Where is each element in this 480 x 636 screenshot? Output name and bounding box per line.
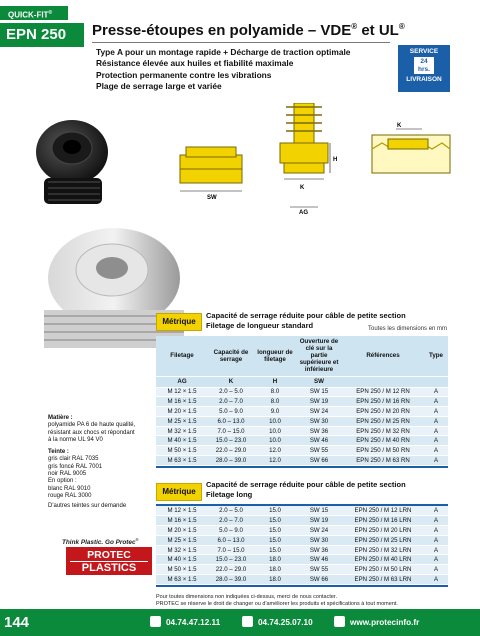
table-cell: A xyxy=(424,416,448,426)
section2-badge: Métrique xyxy=(156,483,202,501)
table-cell: EPN 250 / M 12 RN xyxy=(342,387,424,397)
table-rule xyxy=(156,585,448,587)
section1-title: Capacité de serrage réduite pour câble de petite section Filetage de longueur standard xyxy=(206,311,406,330)
table-cell: M 63 × 1.5 xyxy=(156,456,208,466)
color-item: blanc RAL 9010 xyxy=(48,485,91,492)
table-cell: M 12 × 1.5 xyxy=(156,506,208,516)
table-cell: SW 55 xyxy=(296,565,342,575)
fax-icon xyxy=(242,616,253,627)
feature-item: Protection permanente contre les vibrations xyxy=(96,69,272,80)
table-cell: 12.0 xyxy=(254,446,296,456)
dimension-drawing xyxy=(160,103,460,215)
col-ouverture: Ouverture de clé sur la partie supérieure et inférieure xyxy=(296,336,342,376)
table-cell: 18.0 xyxy=(254,575,296,585)
table-cell: SW 36 xyxy=(296,545,342,555)
table-cell: EPN 250 / M 40 LRN xyxy=(342,555,424,565)
k-detail-label: K xyxy=(397,123,402,129)
table-row xyxy=(156,407,448,417)
brand-label: QUICK-FIT® xyxy=(0,6,68,20)
website-link[interactable]: www.protecinfo.fr xyxy=(334,609,419,636)
table-cell: 2.0 – 5.0 xyxy=(208,387,254,397)
table-cell: M 16 × 1.5 xyxy=(156,397,208,407)
table-cell: SW 19 xyxy=(296,397,342,407)
table-cell: A xyxy=(424,426,448,436)
teinte-label: Teinte : xyxy=(48,449,69,456)
table-cell: M 63 × 1.5 xyxy=(156,575,208,585)
ag-label: AG xyxy=(299,210,308,215)
service-hours-box: 24 hrs. xyxy=(414,57,434,74)
table-row xyxy=(156,397,448,407)
table-cell: M 20 × 1.5 xyxy=(156,407,208,417)
feature-item: Résistance élevée aux huiles et fiabilité maximale xyxy=(96,58,294,69)
table-cell: EPN 250 / M 25 LRN xyxy=(342,535,424,545)
color-item: gris foncé RAL 7001 xyxy=(48,463,103,470)
h-label: H xyxy=(333,157,338,163)
table-cell: A xyxy=(424,516,448,526)
table-cell: A xyxy=(424,575,448,585)
table-standard-body xyxy=(156,387,448,465)
fax-contact[interactable]: 04.74.25.07.10 xyxy=(242,609,313,636)
table-cell: EPN 250 / M 32 RN xyxy=(342,426,424,436)
color-item: gris clair RAL 7035 xyxy=(48,456,99,463)
table-rule xyxy=(156,466,448,468)
profile-view-drawing xyxy=(280,103,337,215)
table-cell: A xyxy=(424,545,448,555)
table-row xyxy=(156,565,448,575)
table-cell: M 16 × 1.5 xyxy=(156,516,208,526)
table-cell: 18.0 xyxy=(254,565,296,575)
col-type: Type xyxy=(424,336,448,376)
table-cell: 2.0 – 7.0 xyxy=(208,397,254,407)
col-capacite: Capacité de serrage xyxy=(208,336,254,376)
table-long xyxy=(156,504,448,587)
dimensions-note: Toutes les dimensions en mm xyxy=(368,326,448,332)
phone-contact[interactable]: 04.74.47.12.11 xyxy=(150,609,220,636)
protec-logo: PROTEC PLASTICS xyxy=(66,547,152,575)
table-cell: 10.0 xyxy=(254,416,296,426)
table-row xyxy=(156,416,448,426)
table-cell: M 40 × 1.5 xyxy=(156,436,208,446)
table-cell: EPN 250 / M 12 LRN xyxy=(342,506,424,516)
title-divider xyxy=(92,42,390,43)
table-cell: A xyxy=(424,436,448,446)
table-row xyxy=(156,575,448,585)
table-cell: 8.0 xyxy=(254,387,296,397)
table-cell: 5.0 – 9.0 xyxy=(208,526,254,536)
table-cell: 15.0 xyxy=(254,545,296,555)
table-cell: 10.0 xyxy=(254,426,296,436)
table-row xyxy=(156,555,448,565)
table-row xyxy=(156,535,448,545)
k-label: K xyxy=(300,185,305,191)
table-cell: M 32 × 1.5 xyxy=(156,426,208,436)
table-cell: 28.0 – 39.0 xyxy=(208,575,254,585)
table-cell: SW 15 xyxy=(296,506,342,516)
table-cell: 7.0 – 15.0 xyxy=(208,545,254,555)
material-label: Matière : xyxy=(48,415,73,421)
table-row xyxy=(156,526,448,536)
cursor-icon xyxy=(334,616,345,627)
table-cell: SW 30 xyxy=(296,416,342,426)
table-row xyxy=(156,516,448,526)
table-cell: EPN 250 / M 20 RN xyxy=(342,407,424,417)
table-cell: 8.0 xyxy=(254,397,296,407)
table-cell: M 50 × 1.5 xyxy=(156,565,208,575)
table-cell: 6.0 – 13.0 xyxy=(208,416,254,426)
table-row xyxy=(156,446,448,456)
table-cell: M 25 × 1.5 xyxy=(156,535,208,545)
service-badge: SERVICE 24 hrs. LIVRAISON xyxy=(398,45,450,92)
table-row xyxy=(156,426,448,436)
table-cell: M 20 × 1.5 xyxy=(156,526,208,536)
table-cell: A xyxy=(424,535,448,545)
table-cell: EPN 250 / M 63 RN xyxy=(342,456,424,466)
table-cell: A xyxy=(424,397,448,407)
section2-title: Capacité de serrage réduite pour câble de petite section Filetage long xyxy=(206,480,406,499)
feature-list xyxy=(96,47,350,92)
table-cell: A xyxy=(424,446,448,456)
table-cell: 15.0 – 23.0 xyxy=(208,436,254,446)
table-cell: 15.0 – 23.0 xyxy=(208,555,254,565)
table-cell: EPN 250 / M 16 RN xyxy=(342,397,424,407)
option-label: En option : xyxy=(48,478,77,485)
table-cell: A xyxy=(424,526,448,536)
col-filetage: Filetage xyxy=(156,336,208,376)
table-cell: 9.0 xyxy=(254,407,296,417)
table-cell: 28.0 – 39.0 xyxy=(208,456,254,466)
table-cell: A xyxy=(424,456,448,466)
table-standard: Filetage Capacité de serrage longueur de filetage Ouverture de clé sur la partie supérieure et inférieure Références Type AG K H SW M 12 × 1.5 2.0 – 5.0 8.0 SW 15 EPN 250 / M 12 RN A M 16 × 1.5 2.0 – 7.0 8.0 SW 19 EPN 250 / M 16 RN A M 20 × 1.5 5.0 – 9.0 9.0 SW 24 EPN 250 / M 20 RN A M 25 × 1.5 6.0 – 13.0 10.0 SW 30 EPN 250 / M 25 RN A M 32 × 1.5 7.0 – 15.0 10.0 SW 36 EPN 250 / M 32 RN A M 40 × 1.5 15.0 – 23.0 10.0 SW 46 EPN 250 / M 40 RN A M 50 × 1.5 22.0 – 29.0 12.0 SW 55 EPN 250 / M 50 RN A M 63 × 1.5 28.0 – 39.0 12.0 SW 66 EPN 250 / M 63 RN A xyxy=(156,336,448,468)
table-cell: SW 46 xyxy=(296,436,342,446)
table-cell: EPN 250 / M 32 LRN xyxy=(342,545,424,555)
table-cell: 15.0 xyxy=(254,535,296,545)
sw-label: SW xyxy=(207,195,217,201)
table-cell: 10.0 xyxy=(254,436,296,446)
product-code: EPN 250 xyxy=(0,23,84,47)
table-cell: SW 55 xyxy=(296,446,342,456)
table-row xyxy=(156,545,448,555)
table-cell: A xyxy=(424,407,448,417)
table-row xyxy=(156,387,448,397)
table-cell: A xyxy=(424,555,448,565)
table-cell: M 25 × 1.5 xyxy=(156,416,208,426)
table-cell: 2.0 – 7.0 xyxy=(208,516,254,526)
side-view-drawing xyxy=(180,147,242,201)
table-cell: M 32 × 1.5 xyxy=(156,545,208,555)
brand-tagline: Think Plastic. Go Protec® xyxy=(62,537,139,547)
table-cell: EPN 250 / M 40 RN xyxy=(342,436,424,446)
table-cell: SW 46 xyxy=(296,555,342,565)
table-long-body xyxy=(156,506,448,584)
table-cell: 22.0 – 29.0 xyxy=(208,565,254,575)
col-references: Références xyxy=(342,336,424,376)
col-longueur: longueur de filetage xyxy=(254,336,296,376)
table-cell: M 12 × 1.5 xyxy=(156,387,208,397)
table-cell: SW 36 xyxy=(296,426,342,436)
table-cell: SW 66 xyxy=(296,456,342,466)
other-colors-note: D'autres teintes sur demande xyxy=(48,503,127,510)
table-cell: M 40 × 1.5 xyxy=(156,555,208,565)
table-cell: SW 19 xyxy=(296,516,342,526)
table-cell: EPN 250 / M 20 LRN xyxy=(342,526,424,536)
table-cell: EPN 250 / M 50 LRN xyxy=(342,565,424,575)
table-cell: 7.0 – 15.0 xyxy=(208,426,254,436)
table-row xyxy=(156,436,448,446)
table-cell: 15.0 xyxy=(254,516,296,526)
table-cell: EPN 250 / M 25 RN xyxy=(342,416,424,426)
color-item: noir RAL 9005 xyxy=(48,471,87,478)
footnote: Pour toutes dimensions non indiquées ci-dessus, merci de nous contacter. PROTEC se réserve le droit de changer ou d'améliorer les produits et spécifications à tout moment. xyxy=(156,594,398,607)
table-cell: SW 24 xyxy=(296,526,342,536)
thread-detail-drawing xyxy=(372,123,450,173)
section1-badge: Métrique xyxy=(156,313,202,331)
table-cell: 6.0 – 13.0 xyxy=(208,535,254,545)
table-row xyxy=(156,456,448,466)
table-cell: 22.0 – 29.0 xyxy=(208,446,254,456)
table-cell: 5.0 – 9.0 xyxy=(208,407,254,417)
material-panel: Matière : polyamide PA 6 de haute qualité, résistant aux chocs et répondant à la norme UL 94 V0 Teinte : gris clair RAL 7035 gris foncé RAL 7001 noir RAL 9005 En option : blanc RAL 9010 rouge RAL 3000 D'autres teintes sur demande xyxy=(44,412,156,524)
table-cell: SW 15 xyxy=(296,387,342,397)
feature-item: Type A pour un montage rapide + Décharge de traction optimale xyxy=(96,47,351,57)
phone-icon xyxy=(150,616,161,627)
table-cell: 15.0 xyxy=(254,526,296,536)
table-cell: 18.0 xyxy=(254,555,296,565)
page-number: 144 xyxy=(0,609,50,636)
table-cell: M 50 × 1.5 xyxy=(156,446,208,456)
table-cell: SW 30 xyxy=(296,535,342,545)
table-cell: EPN 250 / M 50 RN xyxy=(342,446,424,456)
table-cell: 15.0 xyxy=(254,506,296,516)
table-cell: EPN 250 / M 16 LRN xyxy=(342,516,424,526)
table-row xyxy=(156,506,448,516)
feature-item: Plage de serrage large et variée xyxy=(96,80,222,91)
color-item: rouge RAL 3000 xyxy=(48,492,92,499)
table-cell: A xyxy=(424,565,448,575)
page-title: Presse-étoupes en polyamide – VDE® et UL® xyxy=(92,22,405,39)
table-cell: 12.0 xyxy=(254,456,296,466)
table-cell: EPN 250 / M 63 LRN xyxy=(342,575,424,585)
table-cell: SW 24 xyxy=(296,407,342,417)
black-gland-image xyxy=(36,120,108,204)
table-cell: 2.0 – 5.0 xyxy=(208,506,254,516)
table-cell: SW 66 xyxy=(296,575,342,585)
table-cell: A xyxy=(424,506,448,516)
table-cell: A xyxy=(424,387,448,397)
